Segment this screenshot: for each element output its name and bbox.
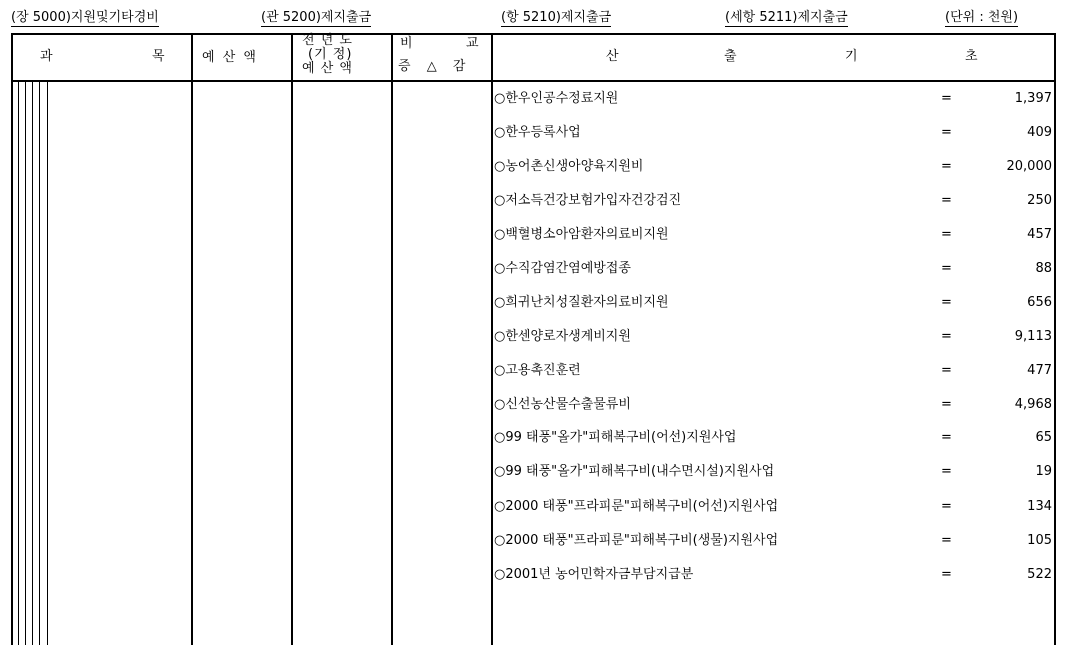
prev-header-line3: 예 산 액 [302,61,353,76]
row-amount: 88 [1035,261,1052,276]
row-equals: = [941,159,952,174]
section-label: (관 5200)제지출금 [261,10,372,25]
subject-subline-1 [18,82,19,645]
row-amount: 1,397 [1014,91,1052,106]
basis-header-2: 출 [724,49,737,64]
table-row [494,225,1052,245]
row-item-name: ○한우등록사업 [494,125,581,140]
row-amount: 250 [1027,193,1052,208]
row-amount: 134 [1027,499,1052,514]
row-equals: = [941,430,952,445]
row-item-name: ○저소득건강보험가입자건강검진 [494,193,682,208]
row-amount: 19 [1035,464,1052,479]
row-item-name: ○99 태풍"올가"피해복구비(내수면시설)지원사업 [494,464,775,479]
prev-header-line1: 전 년 도 [302,33,353,48]
table-row [494,531,1052,551]
prev-header-line2: (기 정) [308,47,353,62]
basis-header-1: 산 [606,49,619,64]
row-amount: 20,000 [1006,159,1052,174]
compare-header-a: 비 [400,36,413,51]
row-item-name: ○2000 태풍"프라피룬"피해복구비(어선)지원사업 [494,499,779,514]
table-row [494,191,1052,211]
table-row [494,259,1052,279]
table-row [494,157,1052,177]
row-equals: = [941,91,952,106]
subject-subline-2 [25,82,26,645]
subject-subline-3 [32,82,33,645]
table-row [494,428,1052,448]
col-divider-compare [491,33,493,645]
table-row [494,565,1052,585]
table-row [494,123,1052,143]
header-divider [11,80,1056,82]
table-row [494,293,1052,313]
budget-header: 예 산 액 [202,50,258,65]
row-equals: = [941,397,952,412]
unit-label: (단위 : 천원) [945,10,1019,25]
row-equals: = [941,533,952,548]
row-amount: 522 [1027,567,1052,582]
basis-header-4: 초 [965,49,978,64]
row-item-name: ○백혈병소아암환자의료비지원 [494,227,669,242]
row-item-name: ○한우인공수정료지원 [494,91,619,106]
subject-header-right: 목 [152,49,165,64]
row-amount: 65 [1035,430,1052,445]
row-item-name: ○2000 태풍"프라피룬"피해복구비(생물)지원사업 [494,533,779,548]
row-amount: 105 [1027,533,1052,548]
row-amount: 457 [1027,227,1052,242]
row-equals: = [941,227,952,242]
basis-header-3: 기 [845,49,858,64]
table-row [494,462,1052,482]
row-equals: = [941,125,952,140]
chapter-label: (장 5000)지원및기타경비 [11,10,159,25]
row-equals: = [941,464,952,479]
row-item-name: ○2001년 농어민학자금부담지급분 [494,567,694,582]
row-equals: = [941,329,952,344]
table-row [494,327,1052,347]
row-item-name: ○수직감염간염예방접종 [494,261,631,276]
row-item-name: ○희귀난치성질환자의료비지원 [494,295,669,310]
table-row [494,361,1052,381]
row-amount: 656 [1027,295,1052,310]
row-item-name: ○한센양로자생계비지원 [494,329,631,344]
row-equals: = [941,567,952,582]
row-equals: = [941,193,952,208]
row-equals: = [941,261,952,276]
row-amount: 4,968 [1014,397,1052,412]
subject-subline-4 [39,82,40,645]
row-item-name: ○99 태풍"올가"피해복구비(어선)지원사업 [494,430,737,445]
compare-header-line2: 증 △ 감 [398,59,472,74]
table-row [494,89,1052,109]
subitem-label: (세항 5211)제지출금 [725,10,848,25]
item-label: (항 5210)제지출금 [501,10,612,25]
table-row [494,395,1052,415]
col-divider-subject [191,33,193,645]
row-item-name: ○농어촌신생아양육지원비 [494,159,644,174]
subject-subline-5 [47,82,48,645]
row-equals: = [941,363,952,378]
row-amount: 409 [1027,125,1052,140]
row-equals: = [941,499,952,514]
row-amount: 9,113 [1014,329,1052,344]
table-row [494,497,1052,517]
compare-header-b: 교 [466,36,479,51]
subject-header-left: 과 [40,49,53,64]
row-item-name: ○신선농산물수출물류비 [494,397,631,412]
row-amount: 477 [1027,363,1052,378]
col-divider-prev [391,33,393,645]
row-item-name: ○고용촉진훈련 [494,363,581,378]
col-divider-budget [291,33,293,645]
row-equals: = [941,295,952,310]
